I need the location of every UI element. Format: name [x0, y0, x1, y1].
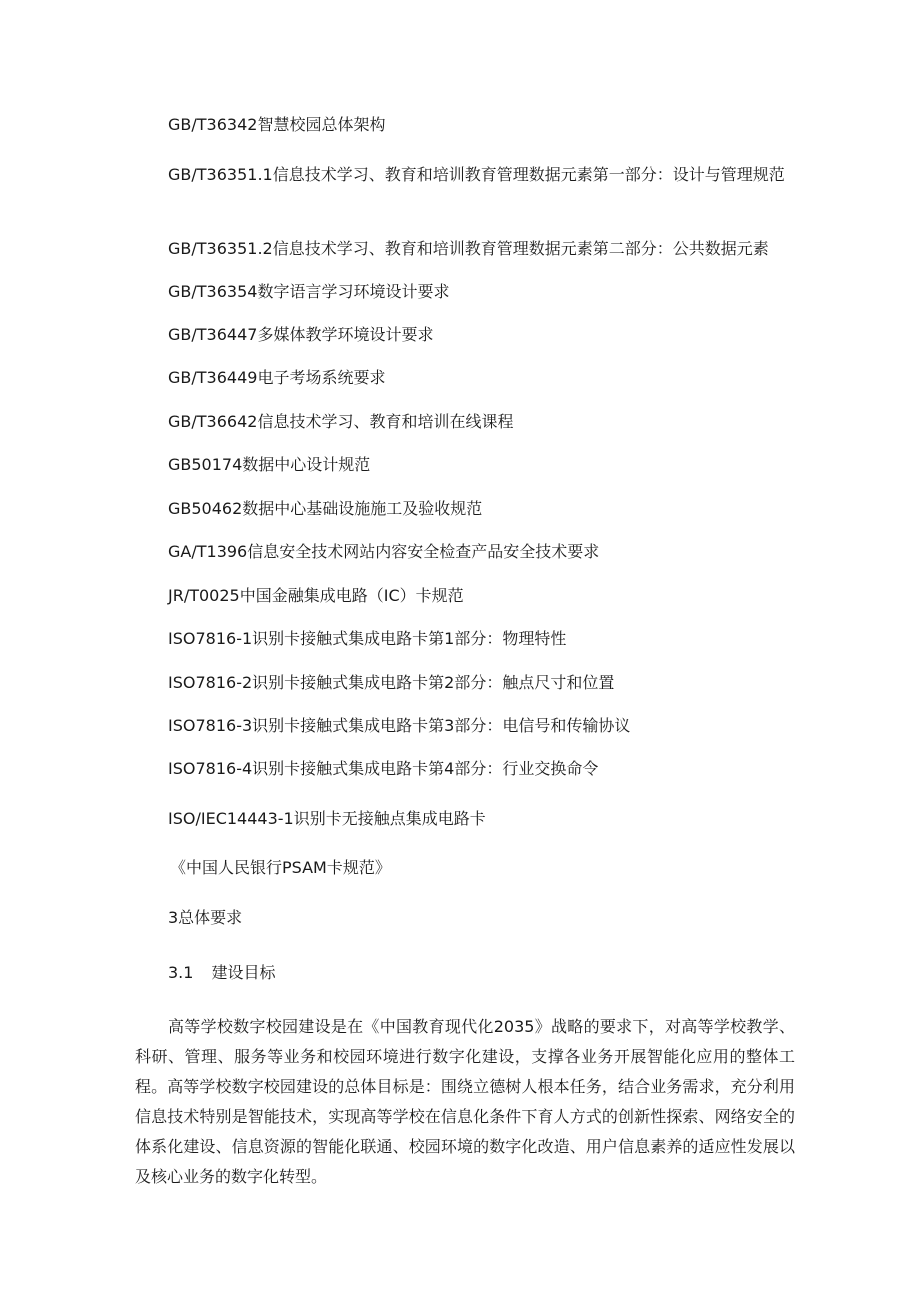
standard-item: GB/T36642信息技术学习、教育和培训在线课程 — [168, 412, 514, 431]
subsection-heading — [168, 962, 275, 984]
body-paragraph: 高等学校数字校园建设是在《中国教育现代化2035》战略的要求下，对高等学校教学、科研、管理、服务等业务和校园环境进行数字化建设，支撑各业务开展智能化应用的整体工程。高等学校数字校园建设的总体目标是：围绕立德树人根本任务，结合业务需求，充分利用信息技术特别是智能技术，实现高等学校在信息化条件下育人方式的创新性探索、网络安全的体系化建设、信息资源的智能化联通、校园环境的数字化改造、用户信息素养的适应性发展以及核心业务的数字化转型。 — [135, 1017, 795, 1186]
subsection-number: 3.1 — [168, 963, 194, 982]
section-heading: 3总体要求 — [168, 908, 243, 927]
standard-item: 《中国人民银行PSAM卡规范》 — [170, 858, 391, 877]
standard-item: GB/T36342智慧校园总体架构 — [168, 115, 386, 134]
standard-item: GB50174数据中心设计规范 — [168, 455, 371, 474]
standard-item: GB/T36351.2信息技术学习、教育和培训教育管理数据元素第二部分：公共数据元素 — [168, 239, 769, 258]
standard-item: ISO/IEC14443-1识别卡无接触点集成电路卡 — [168, 809, 486, 828]
standard-item: GB/T36354数字语言学习环境设计要求 — [168, 282, 450, 301]
standard-item: GB/T36351.1信息技术学习、教育和培训教育管理数据元素第一部分：设计与管理规范 — [168, 165, 785, 184]
standard-item: GB/T36449电子考场系统要求 — [168, 368, 386, 387]
standard-item: ISO7816-2识别卡接触式集成电路卡第2部分：触点尺寸和位置 — [168, 673, 615, 692]
standard-item: ISO7816-4识别卡接触式集成电路卡第4部分：行业交换命令 — [168, 759, 599, 778]
subsection-title: 建设目标 — [211, 963, 276, 982]
standard-item: GB/T36447多媒体教学环境设计要求 — [168, 325, 434, 344]
standard-item: ISO7816-3识别卡接触式集成电路卡第3部分：电信号和传输协议 — [168, 716, 631, 735]
standard-item: ISO7816-1识别卡接触式集成电路卡第1部分：物理特性 — [168, 629, 567, 648]
standard-item: GB50462数据中心基础设施施工及验收规范 — [168, 499, 483, 518]
standard-item: JR/T0025中国金融集成电路（IC）卡规范 — [168, 586, 464, 605]
standard-item: GA/T1396信息安全技术网站内容安全检查产品安全技术要求 — [168, 542, 600, 561]
